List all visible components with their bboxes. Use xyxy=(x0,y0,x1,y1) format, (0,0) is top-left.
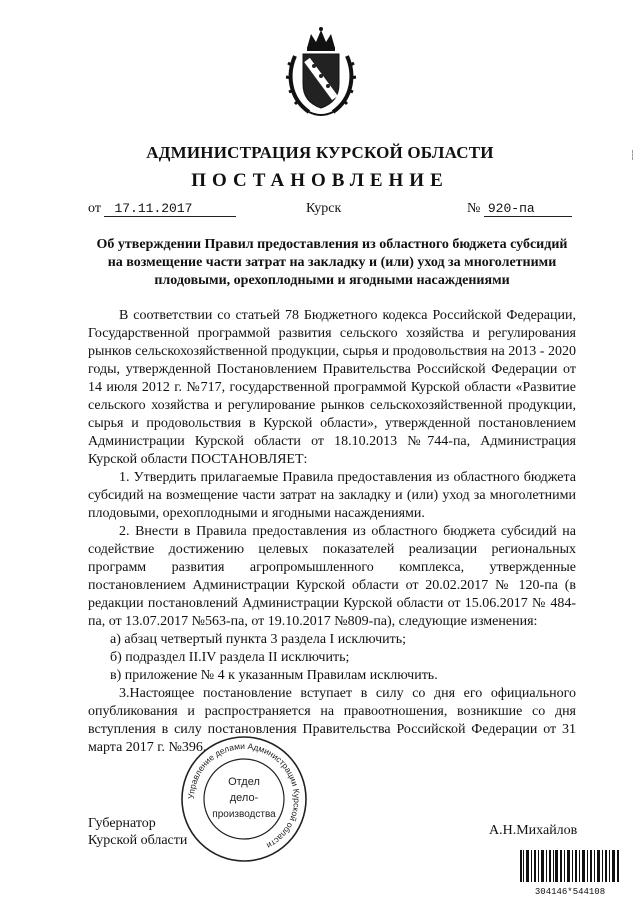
number-prefix: № xyxy=(467,201,481,216)
list-item: б) подраздел II.IV раздела II исключить; xyxy=(110,650,350,665)
list-item: а) абзац четвертый пункта 3 раздела I исключить; xyxy=(110,632,407,647)
svg-text:Отдел: Отдел xyxy=(228,776,260,788)
paragraph-3: 3.Настоящее постановление вступает в силу со дня его официального опубликования и распространяется на правоотношения, возникшие со дня вступления в силу постановления Правительства Российской Федерации от 31 марта 2017 г. №396. xyxy=(88,686,576,755)
barcode xyxy=(520,850,620,897)
document-city: Курск xyxy=(306,201,342,216)
barcode-bars-icon xyxy=(520,850,620,882)
scan-edge-mark xyxy=(632,150,634,160)
list-item: в) приложение № 4 к указанным Правилам исключить. xyxy=(110,668,438,683)
svg-text:производства: производства xyxy=(212,809,276,820)
svg-text:дело-: дело- xyxy=(229,792,259,804)
document-date: 17.11.2017 xyxy=(104,201,236,217)
barcode-number: 304146*544108 xyxy=(534,887,606,897)
signatory-name: А.Н.Михайлов xyxy=(489,823,578,838)
position-line-1: Губернатор xyxy=(88,816,156,831)
preamble-paragraph: В соответствии со статьей 78 Бюджетного кодекса Российской Федерации, Государственной программой развития сельского хозяйства и регулирования рынков сельскохозяйственной продукции, сырья и продовольствия на 2013 - 2020 годы, утвержденной Постановлением Правительства Российской Федерации от 14 июля 2012 г. №717, государственной программой Курской области «Развитие сельского хозяйства и регулирование рынков сельскохозяйственной продукции, сырья и продовольствия в Курской области», утвержденной постановлением Администрации Курской области от 18.10.2013 №744-па, Администрация Курской области ПОСТАНОВЛЯЕТ: xyxy=(88,308,576,467)
coat-of-arms-emblem xyxy=(285,26,357,118)
organization-title: АДМИНИСТРАЦИЯ КУРСКОЙ ОБЛАСТИ xyxy=(146,143,494,162)
paragraph-2: 2. Внести в Правила предоставления из областного бюджета субсидий на содействие достижению целевых показателей реализации региональных программ развития агропромышленного комплекса, утвержденные постановлением Администрации Курской области от 20.02.2017 № 120-па (в редакции постановлений Администрации Курской области от 15.06.2017 № 484-па, от 13.07.2017 №563-па, от 19.10.2017 №809-па), следующие изменения: xyxy=(88,524,576,629)
document-body xyxy=(88,307,576,757)
document-number: 920-па xyxy=(484,201,572,217)
date-line xyxy=(88,201,236,217)
signatory-position xyxy=(88,815,187,849)
document-subject: Об утверждении Правил предоставления из областного бюджета субсидий на возмещение части затрат на закладку и (или) уход за многолетними плодовыми, орехоплодными и ягодными насаждениями xyxy=(96,237,568,288)
number-line xyxy=(467,201,572,217)
position-line-2: Курской области xyxy=(88,833,188,848)
svg-text:Управление делами Администраци: Управление делами Администрации Курской области xyxy=(185,740,303,851)
date-prefix: от xyxy=(88,201,101,216)
office-stamp xyxy=(178,733,310,865)
paragraph-1: 1. Утвердить прилагаемые Правила предоставления из областного бюджета субсидий на возмещение части затрат на закладку и (или) уход за многолетними плодовыми, орехоплодными и ягодными насаждениями. xyxy=(88,470,576,521)
document-type: ПОСТАНОВЛЕНИЕ xyxy=(191,170,449,191)
